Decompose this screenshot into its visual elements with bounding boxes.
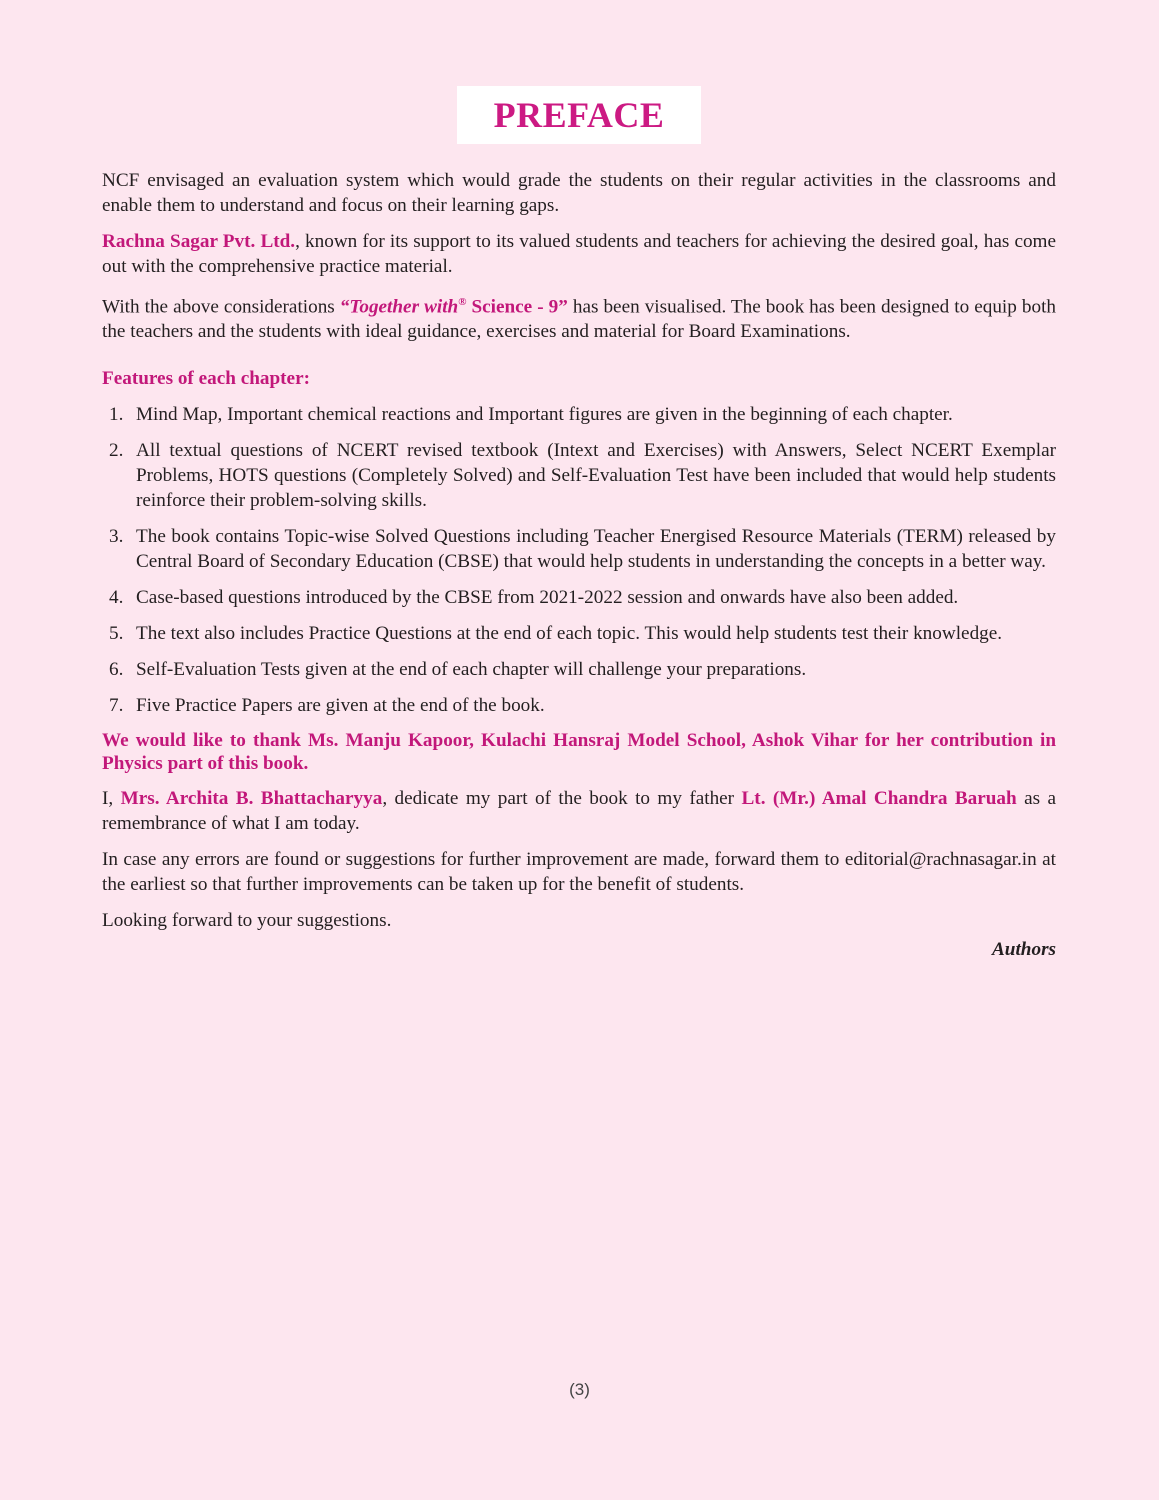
list-item (102, 621, 1056, 646)
book-paragraph (102, 290, 1056, 344)
list-item (102, 657, 1056, 682)
dedication-end: as a remembrance of what I am today. (102, 788, 1057, 835)
page-title: PREFACE (493, 95, 665, 135)
registered-mark: ® (458, 296, 467, 308)
publisher-paragraph-text: , known for its support to its valued students and teachers for achieving the desired goal, has come out with the comprehensive practice material. (102, 231, 1056, 277)
dedication-father: Lt. (Mr.) Amal Chandra Baruah (741, 788, 1017, 810)
dedication-start: I, (102, 788, 121, 810)
list-item-text: All textual questions of NCERT revised textbook (Intext and Exercises) with Answers, Select NCERT Exemplar Problems, HOTS questions (Completely Solved) and Self-Evaluation Test have been included that would help students reinforce their problem-solving skills. (136, 440, 1056, 512)
acknowledgement: We would like to thank Ms. Manju Kapoor, Kulachi Hansraj Model School, Ashok Vihar for her contribution in Physics part of this book. (102, 730, 1056, 775)
errors-paragraph: In case any errors are found or suggestions for further improvement are made, forward them to editorial@rachnasagar.in at the earliest so that further improvements can be taken up for the benefit of students. (102, 849, 1056, 896)
list-item-text: Mind Map, Important chemical reactions and Important figures are given in the beginning of each chapter. (136, 404, 953, 426)
list-item (102, 438, 1056, 513)
list-item (102, 585, 1056, 610)
features-heading: Features of each chapter: (102, 368, 310, 390)
list-item-number: 7. (109, 695, 124, 717)
list-item-text: The book contains Topic-wise Solved Questions including Teacher Energised Resource Materials (TERM) released by Central Board of Secondary Education (CBSE) that would help students in understanding the concepts in a better way. (136, 526, 1056, 573)
list-item-number: 2. (109, 440, 124, 462)
list-item-number: 5. (109, 623, 124, 645)
list-item-number: 6. (109, 659, 124, 681)
dedication-author: Mrs. Archita B. Bhattacharyya (120, 788, 383, 810)
page-number: (3) (569, 1380, 590, 1399)
book-paragraph-start: With the above considerations (102, 296, 340, 318)
publisher-paragraph (102, 229, 1056, 279)
publisher-name: Rachna Sagar Pvt. Ltd. (102, 231, 296, 252)
title-banner (457, 86, 701, 144)
dedication-paragraph (102, 786, 1056, 836)
intro-paragraph: NCF envisaged an evaluation system which would grade the students on their regular activities in the classrooms and enable them to understand and focus on their learning gaps. (102, 170, 1056, 216)
list-item-text: The text also includes Practice Questions at the end of each topic. This would help students test their knowledge. (136, 623, 1003, 645)
closing-line: Looking forward to your suggestions. (102, 910, 392, 932)
list-item-text: Self-Evaluation Tests given at the end of each chapter will challenge your preparations. (136, 659, 807, 681)
list-item (102, 693, 1056, 718)
list-item-number: 4. (109, 587, 124, 609)
preface-body (102, 168, 1056, 962)
features-list (102, 402, 1056, 718)
list-item (102, 402, 1056, 427)
book-series-name: “Together with (339, 296, 459, 318)
list-item-text: Five Practice Papers are given at the end of the book. (136, 695, 545, 717)
book-paragraph-text: has been visualised. The book has been designed to equip both the teachers and the students with ideal guidance, exercises and material for Board Examinations. (102, 296, 1056, 343)
list-item-number: 1. (109, 404, 124, 426)
dedication-middle: , dedicate my part of the book to my father (382, 788, 742, 810)
list-item-number: 3. (109, 526, 124, 548)
book-title: Science - 9” (466, 296, 568, 318)
signature: Authors (992, 939, 1056, 961)
list-item-text: Case-based questions introduced by the CBSE from 2021-2022 session and onwards have also been added. (136, 587, 959, 609)
list-item (102, 524, 1056, 574)
